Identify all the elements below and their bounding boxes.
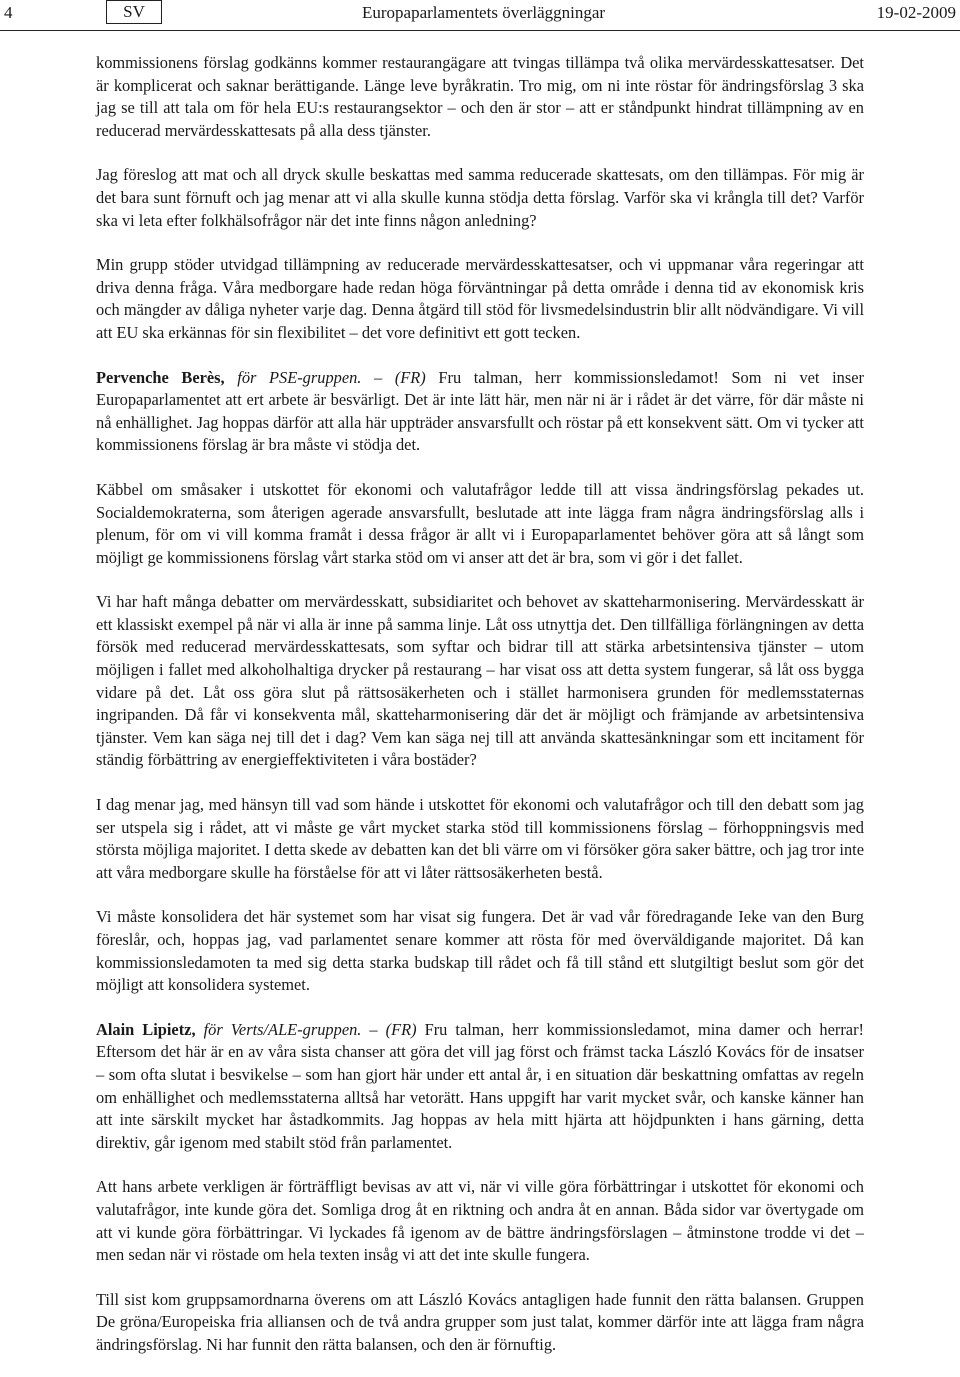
paragraph: Vi måste konsolidera det här systemet som har visat sig fungera. Det är vad vår föredragande Ieke van den Burg föreslår, och, hoppas jag, vad parlamentet senare kommer att rösta för med överväldigande majoritet. Då kan kommissionsledamoten ta med sig detta starka budskap till rådet och få till stånd ett slutgiltigt beslut som gör det möjligt att konsolidera systemet. [96, 907, 864, 995]
paragraph: Min grupp stöder utvidgad tillämpning av reducerade mervärdesskattesatser, och vi uppmanar våra regeringar att driva denna fråga. Våra medborgare hade redan höga förväntningar på detta område i denna tid av ekonomisk kris och mängder av dåliga nyheter varje dag. Denna åtgärd till stöd för livsmedelsindustrin blir allt nödvändigare. Vi vill att EU ska erkännas för sin flexibilitet – det vore definitivt ett gott tecken. [96, 255, 864, 342]
speech-text: Fru talman, herr kommissionsledamot, mina damer och herrar! Eftersom det här är en av våra sista chanser att göra det vill jag först och främst tacka László Kovács för de insatser – som ofta slutat i besvikelse – som han gjort här under ett antal år, i en situation där beskattning omfattas av regeln om enhällighet och medlemsstaterna alltså har vetorätt. Hans uppgift har varit mycket svår, och kanske känner han att inte särskilt mycket har åstadkommits. Jag hoppas av hela mitt hjärta att höjdpunkten i hans gärning, detta direktiv, går igenom med stabilt stöd från parlamentet. [96, 1019, 864, 1152]
speaker-name: Alain Lipietz, [96, 1019, 196, 1039]
speaker-group: för Verts/ALE-gruppen. [203, 1019, 362, 1039]
paragraph: Att hans arbete verkligen är förträffligt bevisas av att vi, när vi ville göra förbättringar i utskottet för ekonomi och valutafrågor, inte kunde göra det. Somliga drog åt en riktning och andra åt en annan. Båda sidor var övertygade om att vi kunde göra förbättringar. Vi lyckades få igenom av de bättre ändringsförslagen – åtminstone trodde vi det – men sedan när vi röstade om hela texten insåg vi att det inte skulle fungera. [96, 1177, 864, 1265]
paragraph: Till sist kom gruppsamordnarna överens om att László Kovács antagligen hade funnit den rätta balansen. Gruppen De gröna/Europeiska fria alliansen och de två andra grupper som just talat, kommer därför inte att lägga fram några ändringsförslag. Ni har funnit den rätta balansen, och den är förnuftig. [96, 1289, 864, 1354]
paragraph: kommissionens förslag godkänns kommer restaurangägare att tvingas tillämpa två olika mervärdesskattesatser. Det är komplicerat och saknar berättigande. Länge leve byråkratin. Tro mig, om ni inte röstar för ändringsförslag 3 ska jag se till att tala om för hela EU:s restaurangsektor – och den är stor – att er ståndpunkt hindrat tillämpning av en reducerad mervärdesskattesats på alla dess tjänster. [96, 53, 864, 140]
speaker-name: Pervenche Berès, [96, 367, 225, 387]
journal-title: Europaparlamentets överläggningar [362, 3, 606, 22]
speech-language: – (FR) [369, 1019, 417, 1039]
page-header [0, 0, 960, 30]
publication-date: 19-02-2009 [876, 3, 956, 22]
speech-language: – (FR) [374, 367, 426, 387]
speech-text: Fru talman, herr kommissionsledamot! Som ni vet inser Europaparlamentet att ert arbete är besvärligt. Det är inte lätt här, men när ni är i rådet är det värre, för där måste ni nå enhällighet. Jag hoppas därför att alla här uppträder ansvarsfullt och röstar på ett konsekvent sätt. Om vi tycker att kommissionens förslag är bra måste vi stödja det. [96, 367, 864, 455]
speech-intro [96, 1019, 864, 1155]
paragraph: I dag menar jag, med hänsyn till vad som hände i utskottet för ekonomi och valutafrågor och till den debatt som jag ser utspela sig i rådet, att vi måste ge vårt mycket starka stöd till kommissionens förslag – förhoppningsvis med största möjliga majoritet. I detta skede av debatten kan det bli värre om vi försöker göra saker bättre, och jag tror inte att våra medborgare skulle ha förståelse för att vi låter rättsosäkerheten bestå. [96, 795, 864, 882]
speaker-group: för PSE-gruppen. [237, 367, 362, 387]
header-rule [0, 30, 960, 31]
document-body [96, 52, 864, 1377]
paragraph: Käbbel om småsaker i utskottet för ekonomi och valutafrågor ledde till att vissa ändringsförslag pekades ut. Socialdemokraterna, som återigen agerade ansvarsfullt, beslutade att inte lägga fram några ändringsförslag alls i plenum, för om vi vill komma framåt i dessa frågor är allt vi i Europaparlamentet behöver göra att så långt som möjligt ge kommissionens förslag vårt starka stöd om vi anser att det är bra, som vi gör i det fallet. [96, 479, 864, 567]
speech-intro [96, 367, 864, 457]
page-number: 4 [4, 3, 13, 22]
language-badge: SV [106, 0, 162, 24]
paragraph: Vi har haft många debatter om mervärdesskatt, subsidiaritet och behovet av skatteharmonisering. Mervärdesskatt är ett klassiskt exempel på när vi alla är inne på samma linje. Låt oss utnyttja det. Den tillfälliga förlängningen av detta försök med reducerad mervärdesskattesats, som syftar och bidrar till att stärka arbetsintensiva tjänster – utom möjligen i fallet med alkoholhaltiga drycker på restaurang – har visat oss att detta system fungerar, så låt oss bygga vidare på det. Låt oss göra slut på rättsosäkerheten och i stället harmonisera grunden för medlemsstaternas ingripanden. Då får vi konsekventa mål, skatteharmonisering där det är möjligt och främjande av arbetsintensiva tjänster. Vem kan säga nej till det i dag? Vem kan säga nej till att använda skattesänkningar som ett incitament för ständig förbättring av energieffektiviteten i våra bostäder? [96, 592, 864, 770]
paragraph: Jag föreslog att mat och all dryck skulle beskattas med samma reducerade skattesats, om den tillämpas. För mig är det bara sunt förnuft och jag menar att vi alla skulle kunna stödja detta förslag. Varför ska vi krångla till det? Varför ska vi leta efter folkhälsofrågor när det inte finns någon anledning? [96, 165, 864, 230]
